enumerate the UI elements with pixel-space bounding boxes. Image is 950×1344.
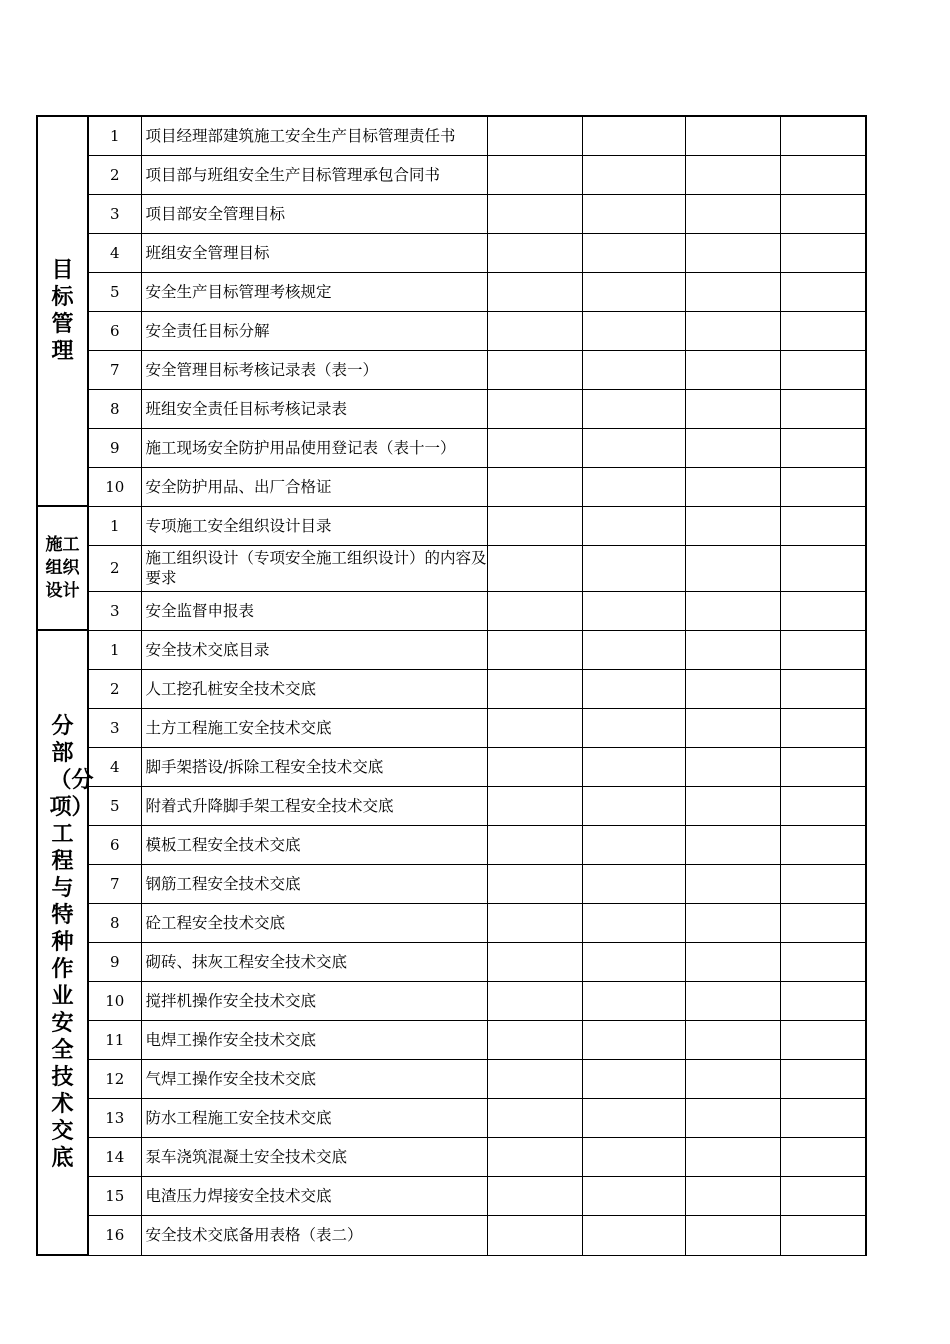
empty-cell[interactable]	[582, 116, 685, 155]
table-row	[37, 786, 866, 825]
item-text: 项目部安全管理目标	[141, 194, 487, 233]
empty-cell[interactable]	[685, 272, 780, 311]
empty-cell[interactable]	[582, 155, 685, 194]
empty-cell[interactable]	[780, 116, 866, 155]
empty-cell[interactable]	[487, 1098, 582, 1137]
empty-cell[interactable]	[582, 1176, 685, 1215]
item-number: 1	[88, 116, 141, 155]
empty-cell[interactable]	[780, 630, 866, 669]
table-row	[37, 1098, 866, 1137]
empty-cell[interactable]	[780, 1137, 866, 1176]
item-number: 1	[88, 630, 141, 669]
table-row	[37, 669, 866, 708]
table-row	[37, 116, 866, 155]
item-number: 5	[88, 786, 141, 825]
item-number: 3	[88, 591, 141, 630]
table-row	[37, 1137, 866, 1176]
empty-cell[interactable]	[487, 428, 582, 467]
empty-cell[interactable]	[487, 1059, 582, 1098]
empty-cell[interactable]	[582, 194, 685, 233]
empty-cell[interactable]	[582, 825, 685, 864]
item-number: 6	[88, 825, 141, 864]
empty-cell[interactable]	[582, 669, 685, 708]
empty-cell[interactable]	[487, 708, 582, 747]
item-number: 2	[88, 155, 141, 194]
item-text: 泵车浇筑混凝土安全技术交底	[141, 1137, 487, 1176]
item-text: 砌砖、抹灰工程安全技术交底	[141, 942, 487, 981]
empty-cell[interactable]	[780, 708, 866, 747]
empty-cell[interactable]	[685, 506, 780, 545]
empty-cell[interactable]	[582, 272, 685, 311]
empty-cell[interactable]	[780, 272, 866, 311]
empty-cell[interactable]	[780, 1059, 866, 1098]
empty-cell[interactable]	[582, 506, 685, 545]
empty-cell[interactable]	[487, 389, 582, 428]
table-row	[37, 942, 866, 981]
table-row	[37, 155, 866, 194]
empty-cell[interactable]	[685, 311, 780, 350]
table-row	[37, 272, 866, 311]
empty-cell[interactable]	[582, 389, 685, 428]
empty-cell[interactable]	[685, 981, 780, 1020]
item-text: 项目经理部建筑施工安全生产目标管理责任书	[141, 116, 487, 155]
item-text: 人工挖孔桩安全技术交底	[141, 669, 487, 708]
empty-cell[interactable]	[780, 825, 866, 864]
empty-cell[interactable]	[582, 591, 685, 630]
item-text: 电焊工操作安全技术交底	[141, 1020, 487, 1059]
empty-cell[interactable]	[780, 428, 866, 467]
empty-cell[interactable]	[685, 1020, 780, 1059]
empty-cell[interactable]	[487, 591, 582, 630]
item-text: 项目部与班组安全生产目标管理承包合同书	[141, 155, 487, 194]
empty-cell[interactable]	[487, 233, 582, 272]
empty-cell[interactable]	[780, 903, 866, 942]
empty-cell[interactable]	[582, 981, 685, 1020]
checklist-table	[36, 115, 867, 1256]
empty-cell[interactable]	[685, 155, 780, 194]
empty-cell[interactable]	[685, 903, 780, 942]
empty-cell[interactable]	[582, 786, 685, 825]
item-number: 7	[88, 350, 141, 389]
empty-cell[interactable]	[487, 630, 582, 669]
empty-cell[interactable]	[487, 1137, 582, 1176]
empty-cell[interactable]	[685, 825, 780, 864]
empty-cell[interactable]	[685, 747, 780, 786]
empty-cell[interactable]	[685, 389, 780, 428]
empty-cell[interactable]	[487, 1020, 582, 1059]
empty-cell[interactable]	[487, 981, 582, 1020]
table-row	[37, 389, 866, 428]
empty-cell[interactable]	[685, 1215, 780, 1255]
item-number: 9	[88, 942, 141, 981]
empty-cell[interactable]	[582, 1137, 685, 1176]
table-row	[37, 233, 866, 272]
table-row	[37, 591, 866, 630]
table-row	[37, 630, 866, 669]
empty-cell[interactable]	[487, 155, 582, 194]
empty-cell[interactable]	[487, 116, 582, 155]
empty-cell[interactable]	[685, 428, 780, 467]
empty-cell[interactable]	[685, 630, 780, 669]
category-label: 目标管理	[51, 258, 74, 364]
empty-cell[interactable]	[582, 1059, 685, 1098]
item-text: 气焊工操作安全技术交底	[141, 1059, 487, 1098]
table-row	[37, 864, 866, 903]
empty-cell[interactable]	[487, 747, 582, 786]
item-text: 附着式升降脚手架工程安全技术交底	[141, 786, 487, 825]
empty-cell[interactable]	[780, 1215, 866, 1255]
empty-cell[interactable]	[582, 747, 685, 786]
empty-cell[interactable]	[685, 467, 780, 506]
empty-cell[interactable]	[487, 194, 582, 233]
empty-cell[interactable]	[582, 545, 685, 591]
empty-cell[interactable]	[685, 591, 780, 630]
item-number: 2	[88, 545, 141, 591]
item-text: 安全责任目标分解	[141, 311, 487, 350]
table-row	[37, 903, 866, 942]
item-text: 电渣压力焊接安全技术交底	[141, 1176, 487, 1215]
empty-cell[interactable]	[685, 1059, 780, 1098]
empty-cell[interactable]	[780, 1176, 866, 1215]
category-cell	[37, 506, 88, 630]
empty-cell[interactable]	[582, 1098, 685, 1137]
empty-cell[interactable]	[685, 864, 780, 903]
item-number: 3	[88, 194, 141, 233]
empty-cell[interactable]	[780, 389, 866, 428]
empty-cell[interactable]	[780, 233, 866, 272]
empty-cell[interactable]	[780, 311, 866, 350]
empty-cell[interactable]	[487, 545, 582, 591]
table-row	[37, 545, 866, 591]
empty-cell[interactable]	[487, 467, 582, 506]
item-text: 安全监督申报表	[141, 591, 487, 630]
empty-cell[interactable]	[780, 155, 866, 194]
table-row	[37, 311, 866, 350]
table-row	[37, 428, 866, 467]
empty-cell[interactable]	[582, 708, 685, 747]
empty-cell[interactable]	[685, 669, 780, 708]
category-cell	[37, 630, 94, 1255]
item-text: 班组安全管理目标	[141, 233, 487, 272]
empty-cell[interactable]	[487, 506, 582, 545]
empty-cell[interactable]	[780, 591, 866, 630]
empty-cell[interactable]	[487, 350, 582, 389]
item-number: 12	[88, 1059, 141, 1098]
category-label: 施工组织设计	[45, 534, 80, 601]
empty-cell[interactable]	[780, 506, 866, 545]
item-text: 施工现场安全防护用品使用登记表（表十一）	[141, 428, 487, 467]
table-row	[37, 708, 866, 747]
table-row	[37, 825, 866, 864]
item-text: 搅拌机操作安全技术交底	[141, 981, 487, 1020]
table-row	[37, 350, 866, 389]
empty-cell[interactable]	[582, 630, 685, 669]
empty-cell[interactable]	[685, 942, 780, 981]
item-number: 10	[88, 981, 141, 1020]
item-number: 11	[88, 1020, 141, 1059]
item-text: 安全防护用品、出厂合格证	[141, 467, 487, 506]
item-text: 施工组织设计（专项安全施工组织设计）的内容及要求	[141, 545, 487, 591]
item-text: 安全生产目标管理考核规定	[141, 272, 487, 311]
item-number: 1	[88, 506, 141, 545]
empty-cell[interactable]	[685, 116, 780, 155]
checklist-body	[37, 116, 866, 1255]
item-number: 2	[88, 669, 141, 708]
item-number: 9	[88, 428, 141, 467]
empty-cell[interactable]	[582, 350, 685, 389]
item-text: 防水工程施工安全技术交底	[141, 1098, 487, 1137]
empty-cell[interactable]	[685, 708, 780, 747]
empty-cell[interactable]	[582, 864, 685, 903]
item-text: 砼工程安全技术交底	[141, 903, 487, 942]
item-number: 6	[88, 311, 141, 350]
category-label: 分部（分项）工程与特种作业安全技术交底	[49, 714, 94, 1171]
empty-cell[interactable]	[685, 350, 780, 389]
empty-cell[interactable]	[582, 903, 685, 942]
table-row	[37, 1020, 866, 1059]
item-text: 安全技术交底备用表格（表二）	[141, 1215, 487, 1255]
item-text: 钢筋工程安全技术交底	[141, 864, 487, 903]
item-number: 8	[88, 389, 141, 428]
empty-cell[interactable]	[487, 942, 582, 981]
empty-cell[interactable]	[685, 786, 780, 825]
table-row	[37, 1059, 866, 1098]
item-number: 8	[88, 903, 141, 942]
item-number: 14	[88, 1137, 141, 1176]
item-number: 15	[88, 1176, 141, 1215]
empty-cell[interactable]	[487, 669, 582, 708]
empty-cell[interactable]	[780, 194, 866, 233]
empty-cell[interactable]	[780, 467, 866, 506]
item-text: 土方工程施工安全技术交底	[141, 708, 487, 747]
item-text: 班组安全责任目标考核记录表	[141, 389, 487, 428]
item-number: 3	[88, 708, 141, 747]
item-text: 模板工程安全技术交底	[141, 825, 487, 864]
item-number: 4	[88, 747, 141, 786]
empty-cell[interactable]	[685, 233, 780, 272]
empty-cell[interactable]	[780, 350, 866, 389]
empty-cell[interactable]	[780, 1098, 866, 1137]
table-row	[37, 1215, 866, 1255]
empty-cell[interactable]	[685, 545, 780, 591]
empty-cell[interactable]	[582, 467, 685, 506]
item-text: 脚手架搭设/拆除工程安全技术交底	[141, 747, 487, 786]
empty-cell[interactable]	[780, 942, 866, 981]
empty-cell[interactable]	[487, 825, 582, 864]
empty-cell[interactable]	[487, 311, 582, 350]
empty-cell[interactable]	[582, 1215, 685, 1255]
table-row	[37, 1176, 866, 1215]
empty-cell[interactable]	[582, 311, 685, 350]
table-row	[37, 467, 866, 506]
item-number: 4	[88, 233, 141, 272]
item-text: 安全技术交底目录	[141, 630, 487, 669]
empty-cell[interactable]	[487, 903, 582, 942]
empty-cell[interactable]	[685, 1137, 780, 1176]
empty-cell[interactable]	[582, 233, 685, 272]
empty-cell[interactable]	[685, 1176, 780, 1215]
empty-cell[interactable]	[487, 864, 582, 903]
empty-cell[interactable]	[487, 1215, 582, 1255]
category-cell	[37, 116, 88, 506]
empty-cell[interactable]	[780, 545, 866, 591]
table-row	[37, 194, 866, 233]
empty-cell[interactable]	[685, 194, 780, 233]
table-row	[37, 747, 866, 786]
empty-cell[interactable]	[487, 1176, 582, 1215]
item-text: 专项施工安全组织设计目录	[141, 506, 487, 545]
item-number: 5	[88, 272, 141, 311]
empty-cell[interactable]	[780, 981, 866, 1020]
empty-cell[interactable]	[582, 428, 685, 467]
empty-cell[interactable]	[487, 272, 582, 311]
empty-cell[interactable]	[582, 942, 685, 981]
empty-cell[interactable]	[685, 1098, 780, 1137]
item-number: 13	[88, 1098, 141, 1137]
item-number: 16	[88, 1215, 141, 1255]
table-row	[37, 506, 866, 545]
empty-cell[interactable]	[780, 786, 866, 825]
empty-cell[interactable]	[487, 786, 582, 825]
empty-cell[interactable]	[780, 1020, 866, 1059]
table-row	[37, 981, 866, 1020]
item-number: 10	[88, 467, 141, 506]
empty-cell[interactable]	[780, 747, 866, 786]
item-number: 7	[88, 864, 141, 903]
empty-cell[interactable]	[780, 864, 866, 903]
empty-cell[interactable]	[582, 1020, 685, 1059]
item-text: 安全管理目标考核记录表（表一）	[141, 350, 487, 389]
empty-cell[interactable]	[780, 669, 866, 708]
